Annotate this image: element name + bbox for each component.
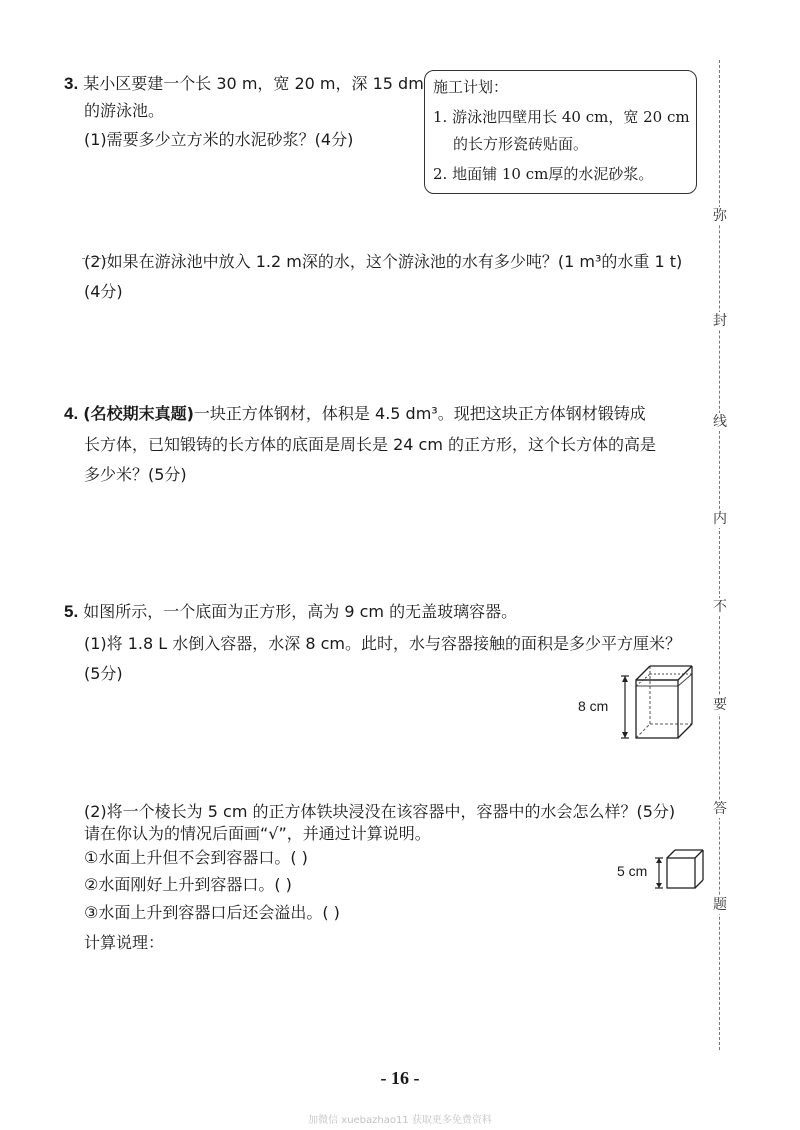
- q3-part2-line1: (2)如果在游泳池中放入 1.2 m深的水，这个游泳池的水有多少吨？(1 m³的水重 1 t): [84, 252, 683, 271]
- q5-option-2: ②水面刚好上升到容器口。( ): [84, 875, 292, 894]
- q5-calc-label: 计算说理：: [84, 933, 165, 952]
- cube-figure: [615, 846, 705, 892]
- construction-plan-box: [424, 70, 697, 194]
- q3-stem-line2: 的游泳池。: [84, 101, 165, 120]
- container-height-label: 8 cm: [578, 698, 609, 714]
- plan-item1-line2: 的长方形瓷砖贴面。: [453, 135, 589, 153]
- q3-stem-text: 某小区要建一个长 30 m，宽 20 m，深 15 dm: [83, 74, 424, 93]
- q3-stem-line1: [64, 72, 424, 96]
- q3-number: 3.: [64, 74, 79, 93]
- q3-part1: (1)需要多少立方米的水泥砂浆？(4分): [84, 130, 354, 149]
- q4-line2: 长方体，已知锻铸的长方体的底面是周长是 24 cm 的正方形，这个长方体的高是: [84, 435, 657, 454]
- q4-line3: 多少米？(5分): [84, 465, 187, 484]
- q4-line1-text: 一块正方体钢材，体积是 4.5 dm³。现把这块正方体钢材锻铸成: [193, 404, 646, 423]
- q5-part2-line1: (2)将一个棱长为 5 cm 的正方体铁块浸没在该容器中，容器中的水会怎么样？(5分): [84, 802, 676, 821]
- container-figure: [576, 662, 696, 746]
- q5-option-3: ③水面上升到容器口后还会溢出。( ): [84, 903, 340, 922]
- page-number: - 16 -: [380, 1068, 420, 1088]
- q5-part2-line2: 请在你认为的情况后面画“√”，并通过计算说明。: [84, 824, 431, 843]
- q5-stem: [64, 600, 517, 624]
- binding-char-2: 封: [713, 313, 727, 329]
- footer-note: 加微信 xuebazhao11 获取更多免费资料: [308, 1115, 492, 1126]
- q5-stem-text: 如图所示，一个底面为正方形，高为 9 cm 的无盖玻璃容器。: [83, 602, 518, 621]
- binding-char-4: 内: [713, 511, 727, 527]
- q4-tag: (名校期末真题): [83, 404, 194, 423]
- q3-part2-line2: (4分): [84, 282, 123, 301]
- q4-number: 4.: [64, 404, 79, 423]
- binding-char-7: 答: [713, 801, 727, 817]
- cube-edge-label: 5 cm: [617, 863, 648, 879]
- q5-part1-line1: (1)将 1.8 L 水倒入容器，水深 8 cm。此时，水与容器接触的面积是多少平方厘米？: [84, 634, 682, 653]
- binding-char-6: 要: [713, 697, 727, 713]
- binding-char-5: 不: [713, 599, 727, 615]
- q5-option-1: ①水面上升但不会到容器口。( ): [84, 848, 308, 867]
- plan-title: 施工计划：: [433, 78, 509, 96]
- q5-part1-line2: (5分): [84, 664, 123, 683]
- binding-char-8: 题: [713, 897, 727, 913]
- binding-char-3: 线: [713, 414, 727, 430]
- q4-line1: [64, 402, 646, 426]
- plan-item1-line1: 1. 游泳池四壁用长 40 cm，宽 20 cm: [433, 108, 690, 126]
- plan-item2: 2. 地面铺 10 cm厚的水泥砂浆。: [433, 165, 654, 183]
- binding-char-1: 弥: [713, 208, 727, 224]
- q5-number: 5.: [64, 602, 79, 621]
